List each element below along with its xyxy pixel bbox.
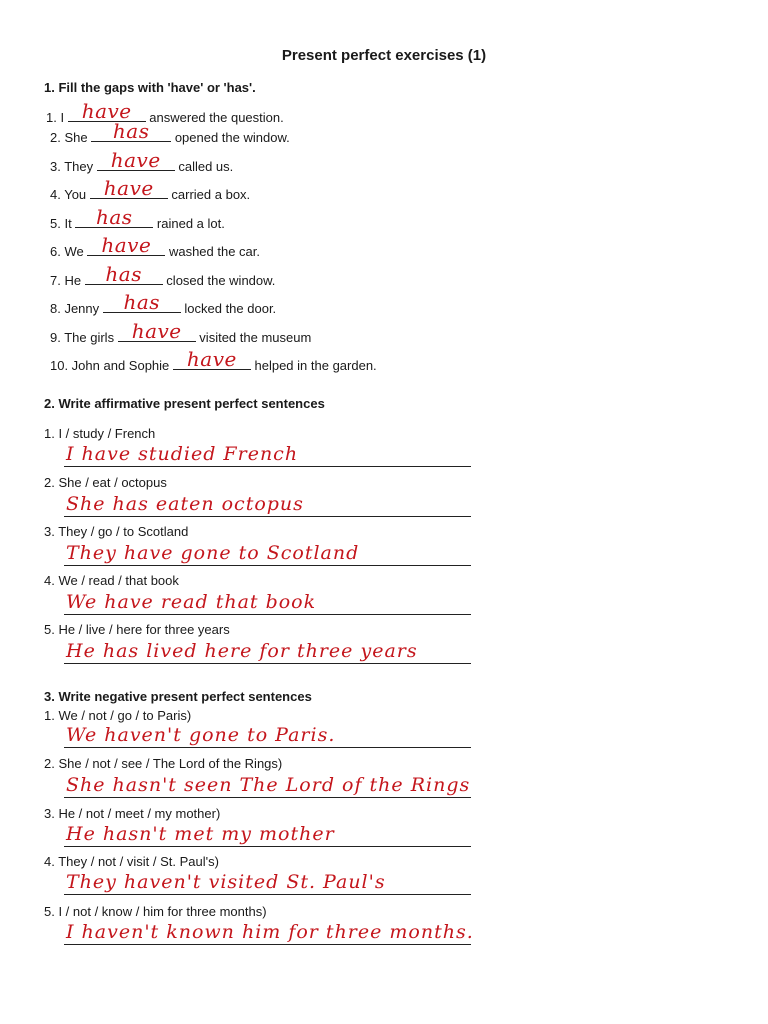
gap-item-text: carried a box. bbox=[167, 187, 251, 202]
gap-item-9 bbox=[50, 319, 312, 345]
gap-item-text: 6. We bbox=[50, 244, 88, 259]
gap-item-text: 8. Jenny bbox=[50, 301, 103, 316]
prompt-text: 3. He / not / meet / my mother) bbox=[44, 806, 221, 821]
gap-blank[interactable] bbox=[90, 176, 168, 200]
prompt-text: 4. We / read / that book bbox=[44, 573, 179, 588]
handwritten-answer: We have read that book bbox=[66, 591, 317, 613]
answer-line[interactable] bbox=[64, 820, 471, 847]
handwritten-answer: have bbox=[131, 319, 182, 343]
gap-item-text: answered the question. bbox=[145, 110, 284, 125]
handwritten-answer: have bbox=[101, 233, 152, 257]
prompt-text: 1. I / study / French bbox=[44, 426, 156, 441]
gap-blank[interactable] bbox=[87, 233, 165, 257]
gap-item-text: rained a lot. bbox=[153, 216, 225, 231]
handwritten-answer: have bbox=[81, 99, 132, 123]
gap-item-5 bbox=[50, 205, 225, 231]
gap-blank[interactable] bbox=[173, 347, 251, 371]
handwritten-answer: has bbox=[96, 205, 133, 229]
handwritten-answer: has bbox=[123, 290, 161, 314]
gap-blank[interactable] bbox=[85, 262, 163, 286]
gap-blank[interactable] bbox=[91, 119, 171, 143]
gap-item-text: washed the car. bbox=[165, 244, 261, 259]
answer-line[interactable] bbox=[64, 868, 471, 895]
handwritten-answer: have bbox=[110, 148, 161, 172]
gap-item-text: 9. The girls bbox=[50, 330, 118, 345]
handwritten-answer: have bbox=[103, 176, 154, 200]
handwritten-answer: We haven't gone to Paris. bbox=[66, 724, 336, 746]
page-title: Present perfect exercises (1) bbox=[281, 47, 487, 64]
answer-line[interactable] bbox=[64, 637, 471, 664]
gap-item-text: opened the window. bbox=[171, 130, 290, 145]
answer-line[interactable] bbox=[64, 440, 471, 467]
gap-item-7 bbox=[50, 262, 276, 288]
prompt-text: 5. I / not / know / him for three months) bbox=[44, 904, 267, 919]
gap-item-text: 2. She bbox=[50, 130, 92, 145]
handwritten-answer: has bbox=[105, 262, 142, 286]
prompt-text: 5. He / live / here for three years bbox=[44, 622, 230, 637]
section3-heading: 3. Write negative present perfect sentences bbox=[44, 689, 312, 704]
handwritten-answer: She has eaten octopus bbox=[66, 493, 304, 515]
gap-item-text: 1. I bbox=[46, 110, 68, 125]
gap-item-text: 7. He bbox=[50, 273, 85, 288]
prompt-text: 2. She / eat / octopus bbox=[44, 475, 167, 490]
gap-item-6 bbox=[50, 233, 261, 259]
handwritten-answer: They have gone to Scotland bbox=[66, 542, 360, 564]
handwritten-answer: She hasn't seen The Lord of the Rings bbox=[66, 774, 471, 796]
gap-item-2 bbox=[50, 119, 290, 145]
gap-item-text: called us. bbox=[174, 159, 234, 174]
answer-line[interactable] bbox=[64, 918, 474, 945]
answer-line[interactable] bbox=[64, 490, 471, 517]
gap-item-text: closed the window. bbox=[162, 273, 276, 288]
gap-item-text: 3. They bbox=[50, 159, 97, 174]
gap-item-text: visited the museum bbox=[195, 330, 312, 345]
prompt-text: 1. We / not / go / to Paris) bbox=[44, 708, 192, 723]
gap-item-text: 5. It bbox=[50, 216, 76, 231]
gap-blank[interactable] bbox=[118, 319, 196, 343]
gap-item-text: locked the door. bbox=[180, 301, 277, 316]
gap-item-text: 10. John and Sophie bbox=[50, 358, 173, 373]
prompt-text: 3. They / go / to Scotland bbox=[44, 524, 189, 539]
gap-item-text: helped in the garden. bbox=[250, 358, 377, 373]
gap-blank[interactable] bbox=[75, 205, 153, 229]
gap-item-text: 4. You bbox=[50, 187, 90, 202]
prompt-text: 2. She / not / see / The Lord of the Rings) bbox=[44, 756, 283, 771]
prompt-text: 4. They / not / visit / St. Paul's) bbox=[44, 854, 219, 869]
section1-heading: 1. Fill the gaps with 'have' or 'has'. bbox=[44, 80, 256, 95]
answer-line[interactable] bbox=[64, 539, 471, 566]
gap-blank[interactable] bbox=[97, 148, 175, 172]
handwritten-answer: I haven't known him for three months. bbox=[66, 921, 474, 943]
handwritten-answer: I have studied French bbox=[66, 443, 299, 465]
handwritten-answer: He has lived here for three years bbox=[66, 640, 418, 662]
gap-item-3 bbox=[50, 148, 234, 174]
gap-item-4 bbox=[50, 176, 251, 202]
answer-line[interactable] bbox=[64, 721, 471, 748]
gap-item-8 bbox=[50, 290, 277, 316]
gap-blank[interactable] bbox=[103, 290, 181, 314]
answer-line[interactable] bbox=[64, 588, 471, 615]
handwritten-answer: He hasn't met my mother bbox=[66, 823, 335, 845]
handwritten-answer: has bbox=[112, 119, 150, 143]
gap-item-10 bbox=[50, 347, 377, 373]
answer-line[interactable] bbox=[64, 771, 471, 798]
handwritten-answer: They haven't visited St. Paul's bbox=[66, 871, 386, 893]
section2-heading: 2. Write affirmative present perfect sentences bbox=[44, 396, 325, 411]
handwritten-answer: have bbox=[186, 347, 237, 371]
